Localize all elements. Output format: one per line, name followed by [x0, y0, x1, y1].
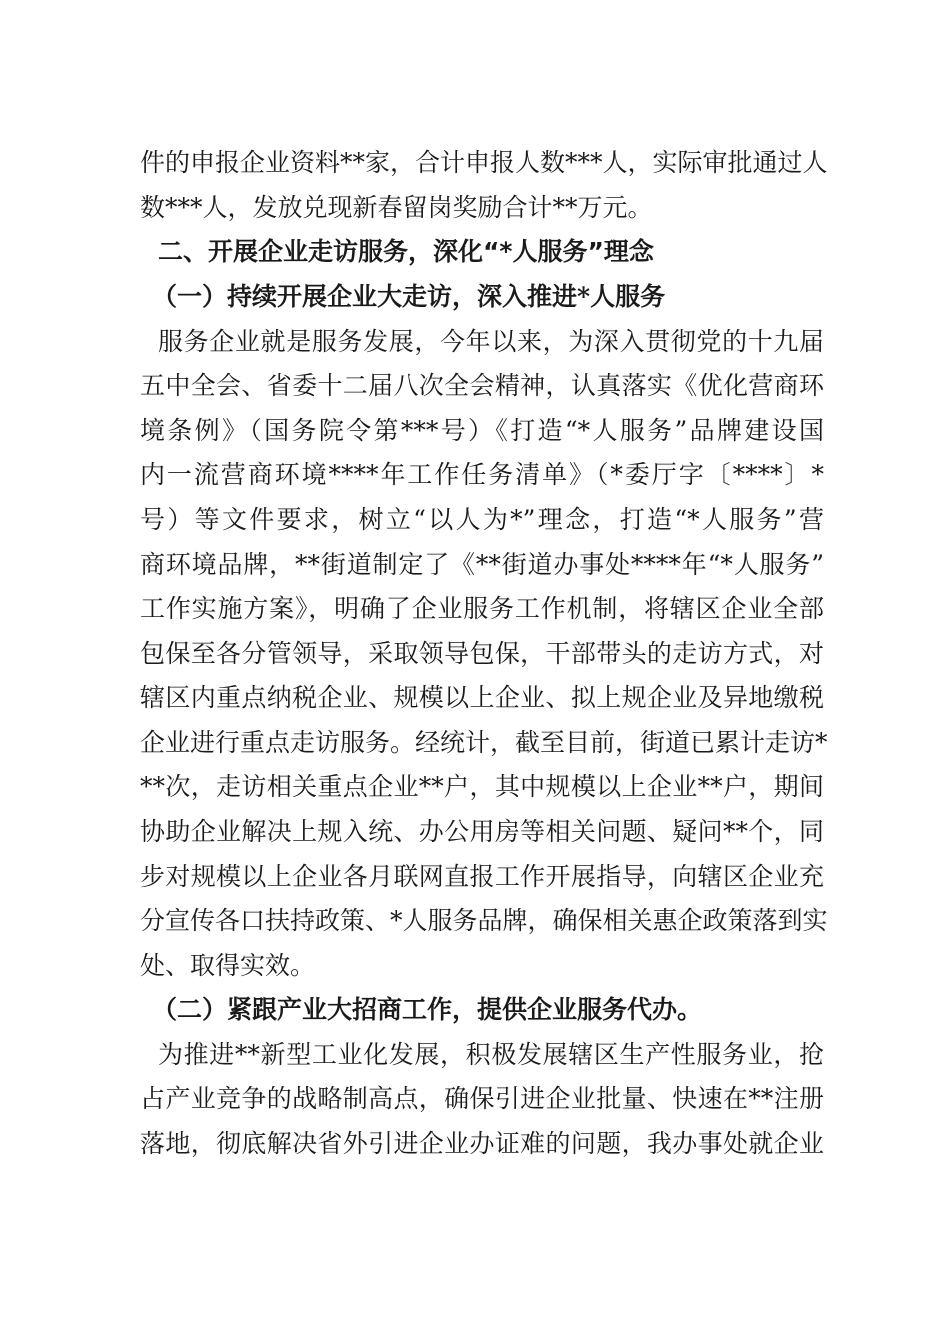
body-text-line: 协助企业解决上规入统、办公用房等相关问题、疑问**个，同	[140, 817, 824, 846]
body-text-line: 落地，彻底解决省外引进企业办证难的问题，我办事处就企业	[140, 1129, 824, 1158]
body-text-line: **次，走访相关重点企业**户，其中规模以上企业**户，期间	[140, 772, 824, 801]
body-text-line: 境条例》（国务院令第***号）《打造“*人服务”品牌建设国	[140, 416, 824, 445]
body-text-line: 工作实施方案》，明确了企业服务工作机制，将辖区企业全部	[140, 594, 824, 623]
body-text-line: 企业进行重点走访服务。经统计，截至目前，街道已累计走访*	[140, 728, 828, 757]
body-text-line: 五中全会、省委十二届八次全会精神，认真落实《优化营商环	[140, 371, 824, 400]
body-text-line: 处、取得实效。	[140, 951, 316, 980]
section-heading: 二、开展企业走访服务，深化“*人服务”理念	[158, 237, 654, 266]
body-text-line: 步对规模以上企业各月联网直报工作开展指导，向辖区企业充	[140, 862, 824, 891]
body-text-line: 包保至各分管领导，采取领导包保，干部带头的走访方式，对	[140, 639, 824, 668]
body-text-line: 为推进**新型工业化发展，积极发展辖区生产性服务业，抢	[158, 1040, 824, 1069]
body-text-line: 内一流营商环境****年工作任务清单》（*委厅字〔****〕*	[140, 460, 824, 489]
body-text-line: 件的申报企业资料**家，合计申报人数***人，实际审批通过人	[140, 148, 828, 177]
body-text-line: 服务企业就是服务发展，今年以来，为深入贯彻党的十九届	[158, 327, 824, 356]
body-text-line: 号）等文件要求，树立“以人为*”理念，打造“*人服务”营	[140, 505, 824, 534]
subsection-heading: （一）持续开展企业大走访，深入推进*人服务	[152, 282, 666, 311]
body-text-line: 辖区内重点纳税企业、规模以上企业、拟上规企业及异地缴税	[140, 683, 824, 712]
body-text-line: 数***人，发放兑现新春留岗奖励合计**万元。	[140, 193, 653, 222]
body-text-line: 占产业竞争的战略制高点，确保引进企业批量、快速在**注册	[140, 1084, 824, 1113]
body-text-line: 商环境品牌，**街道制定了《**街道办事处****年“*人服务”	[140, 550, 824, 579]
body-text-line: 分宣传各口扶持政策、*人服务品牌，确保相关惠企政策落到实	[140, 906, 828, 935]
subsection-heading: （二）紧跟产业大招商工作，提供企业服务代办。	[152, 995, 703, 1024]
